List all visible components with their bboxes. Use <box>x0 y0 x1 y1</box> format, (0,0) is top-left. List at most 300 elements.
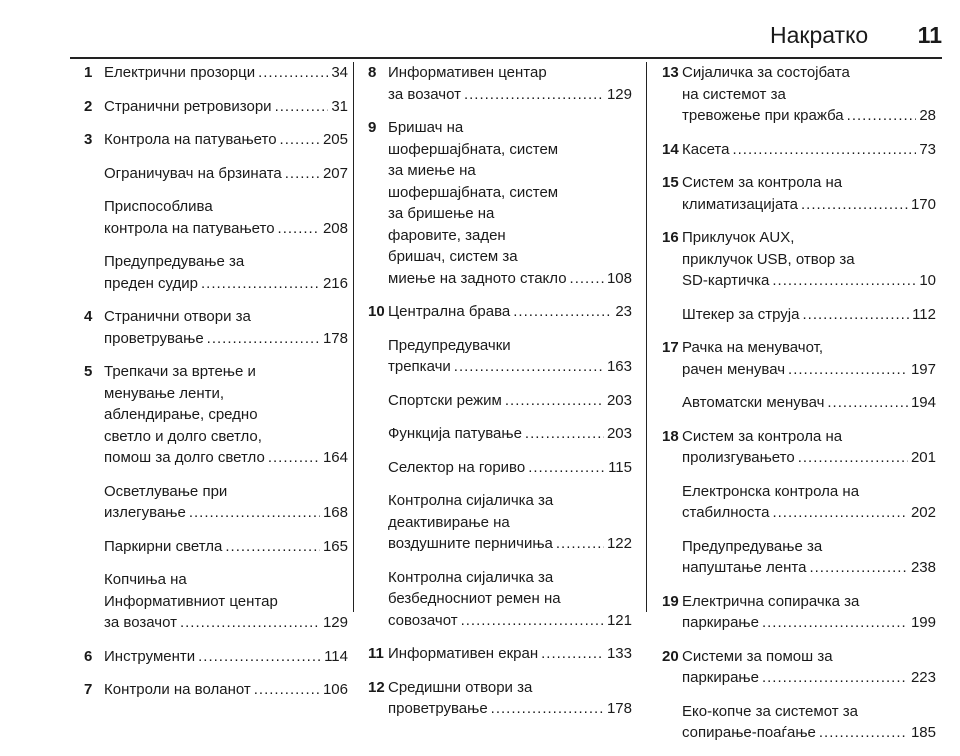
entry-line <box>104 251 348 273</box>
page-reference: 115 <box>608 458 632 476</box>
entry-text: тревожење при кражба <box>682 107 844 124</box>
entry-body <box>104 96 348 118</box>
entry-text: Предупредувачки <box>388 336 511 354</box>
dot-leader <box>454 356 604 378</box>
index-entry <box>368 567 632 632</box>
dot-leader <box>847 105 917 127</box>
entry-line <box>388 643 632 665</box>
page-reference: 194 <box>910 394 936 411</box>
entry-body <box>388 335 632 378</box>
page-reference: 129 <box>606 85 632 103</box>
index-entry <box>84 96 348 118</box>
entry-line <box>104 383 348 405</box>
dot-leader <box>280 129 320 151</box>
entry-text: Функција патување <box>388 425 522 442</box>
dot-leader <box>798 447 908 469</box>
entry-text: Странични отвори за <box>104 308 251 325</box>
dot-leader <box>505 390 604 412</box>
entry-text: Трепкачи за вртење и <box>104 363 256 380</box>
entry-text: излегување <box>104 504 186 521</box>
entry-line <box>682 84 936 106</box>
dot-leader <box>528 457 605 479</box>
entry-text: Електрични прозорци <box>104 64 256 81</box>
entry-text: шофершајбната, систем <box>388 140 559 158</box>
index-entry <box>368 301 632 323</box>
page-reference: 216 <box>322 274 348 292</box>
page-reference: 133 <box>606 645 632 662</box>
entry-text: Осветлување при <box>104 482 228 500</box>
index-entry <box>368 677 632 720</box>
item-number: 7 <box>84 681 93 698</box>
dot-leader <box>819 722 908 744</box>
entry-line <box>104 481 348 503</box>
dot-leader <box>525 423 604 445</box>
entry-line <box>388 490 632 512</box>
item-number: 10 <box>368 303 385 320</box>
entry-text: Копчиња на <box>104 571 187 588</box>
entry-text: Спортски режим <box>388 391 502 409</box>
entry-line <box>682 447 936 469</box>
item-number: 5 <box>84 363 93 380</box>
entry-body <box>682 337 936 380</box>
column-1 <box>84 62 348 713</box>
entry-line <box>388 390 632 412</box>
index-entry <box>84 196 348 239</box>
entry-text: миење на задното стакло <box>388 269 567 287</box>
entry-text: рачен менувач <box>682 360 786 378</box>
entry-text: деактивирање на <box>388 513 510 531</box>
item-number: 18 <box>662 427 679 445</box>
entry-text: проветрување <box>104 329 204 347</box>
entry-line <box>388 225 632 247</box>
entry-text: Странични ретровизори <box>104 97 272 115</box>
dot-leader <box>827 392 908 414</box>
item-number: 8 <box>368 64 377 81</box>
entry-line <box>682 722 936 744</box>
index-entry <box>662 304 936 326</box>
entry-body <box>682 646 936 689</box>
entry-text: климатизацијата <box>682 195 799 213</box>
entry-text: контрола на патувањето <box>104 219 275 237</box>
index-entry <box>662 481 936 524</box>
entry-text: Бришач на <box>388 119 464 136</box>
index-entry <box>84 361 348 469</box>
dot-leader <box>491 698 604 720</box>
entry-text: трепкачи <box>388 358 451 375</box>
entry-text: проветрување <box>388 700 488 717</box>
dot-leader <box>464 84 604 106</box>
index-entry <box>368 335 632 378</box>
entry-line <box>104 218 348 240</box>
entry-body <box>682 591 936 634</box>
page-reference: 201 <box>910 449 936 466</box>
dot-leader <box>570 268 604 290</box>
entry-line <box>104 129 348 151</box>
dot-leader <box>275 96 329 118</box>
page-reference: 73 <box>919 140 936 158</box>
page-reference: 223 <box>910 669 936 686</box>
index-entry <box>662 227 936 292</box>
dot-leader <box>772 270 916 292</box>
entry-line <box>388 62 632 84</box>
entry-line <box>104 569 348 591</box>
dot-leader <box>278 218 320 240</box>
item-number: 17 <box>662 339 679 356</box>
entry-text: Приклучок AUX, <box>682 229 795 246</box>
entry-line <box>104 502 348 524</box>
item-number: 4 <box>84 308 93 325</box>
entry-line <box>682 105 936 127</box>
entry-body <box>104 679 348 701</box>
index-entry <box>368 117 632 289</box>
entry-line <box>682 646 936 668</box>
entry-body <box>104 62 348 84</box>
entry-body <box>104 646 348 668</box>
page-reference: 129 <box>322 614 348 631</box>
entry-text: Електрична сопирачка за <box>682 592 860 610</box>
entry-text: Предупредување за <box>104 253 245 270</box>
column-divider <box>353 62 354 612</box>
entry-line <box>682 591 936 613</box>
entry-text: Штекер за струја <box>682 305 800 323</box>
index-entry <box>84 646 348 668</box>
entry-text: менување ленти, <box>104 384 225 402</box>
dot-leader <box>201 273 320 295</box>
column-2 <box>368 62 632 732</box>
index-entry <box>662 139 936 161</box>
entry-line <box>388 117 632 139</box>
entry-text: пролизгувањето <box>682 449 795 466</box>
entry-text: Систем за контрола на <box>682 174 843 191</box>
entry-text: фаровите, заден <box>388 226 506 244</box>
entry-text: светло и долго светло, <box>104 427 262 445</box>
dot-leader <box>801 194 908 216</box>
dot-leader <box>809 557 908 579</box>
entry-line <box>104 612 348 634</box>
page-reference: 185 <box>910 724 936 741</box>
entry-body <box>682 227 936 292</box>
entry-text: за возачот <box>104 614 177 631</box>
index-entry <box>662 701 936 744</box>
entry-text: преден судир <box>104 274 198 292</box>
entry-body <box>104 361 348 469</box>
entry-text: Сијаличка за состојбата <box>682 64 850 81</box>
entry-line <box>388 567 632 589</box>
page-reference: 170 <box>910 195 936 213</box>
page-reference: 121 <box>606 611 632 629</box>
entry-body <box>682 426 936 469</box>
page-reference: 202 <box>910 504 936 521</box>
page-reference: 178 <box>322 329 348 347</box>
entry-line <box>104 591 348 613</box>
page-reference: 203 <box>606 425 632 442</box>
entry-text: Еко-копче за системот за <box>682 702 858 720</box>
page-title: Накратко <box>770 22 869 48</box>
page-reference: 106 <box>322 681 348 698</box>
entry-line <box>388 246 632 268</box>
entry-line <box>388 677 632 699</box>
entry-line <box>682 304 936 326</box>
entry-body <box>104 306 348 349</box>
item-number: 2 <box>84 97 93 115</box>
entry-text: Информативен екран <box>388 645 539 662</box>
index-entry <box>84 129 348 151</box>
page-reference: 112 <box>912 305 936 323</box>
entry-line <box>682 701 936 723</box>
entry-text: на системот за <box>682 85 786 103</box>
index-entry <box>662 62 936 127</box>
dot-leader <box>772 502 908 524</box>
entry-text: Централна брава <box>388 303 511 320</box>
entry-line <box>682 426 936 448</box>
dot-leader <box>461 610 604 632</box>
dot-leader <box>541 643 604 665</box>
entry-body <box>388 677 632 720</box>
entry-body <box>104 129 348 151</box>
entry-text: Селектор на гориво <box>388 458 526 476</box>
dot-leader <box>254 679 320 701</box>
page-reference: 108 <box>606 269 632 287</box>
entry-line <box>388 457 632 479</box>
index-entry <box>662 172 936 215</box>
index-entry <box>84 569 348 634</box>
entry-text: Контролна сијаличка за <box>388 492 554 509</box>
entry-text: паркирање <box>682 669 759 686</box>
entry-body <box>104 481 348 524</box>
entry-line <box>104 273 348 295</box>
dot-leader <box>556 533 604 555</box>
entry-text: воздушните перничиња <box>388 535 553 552</box>
index-entry <box>368 643 632 665</box>
entry-line <box>104 62 348 84</box>
entry-body <box>682 481 936 524</box>
dot-leader <box>180 612 320 634</box>
entry-text: шофершајбната, систем <box>388 183 559 201</box>
index-entry <box>84 306 348 349</box>
dot-leader <box>513 301 612 323</box>
entry-body <box>682 392 936 414</box>
page-reference: 203 <box>606 391 632 409</box>
dot-leader <box>225 536 320 558</box>
entry-body <box>104 196 348 239</box>
entry-body <box>104 251 348 294</box>
entry-text: Контрола на патувањето <box>104 131 277 148</box>
entry-body <box>104 536 348 558</box>
entry-line <box>682 667 936 689</box>
item-number: 16 <box>662 229 679 246</box>
entry-line <box>388 139 632 161</box>
dot-leader <box>762 612 908 634</box>
page-reference: 168 <box>322 504 348 521</box>
page-reference: 34 <box>331 64 348 81</box>
entry-line <box>682 392 936 414</box>
entry-line <box>104 404 348 426</box>
entry-body <box>388 643 632 665</box>
dot-leader <box>802 304 909 326</box>
entry-line <box>682 502 936 524</box>
dot-leader <box>788 359 908 381</box>
entry-line <box>682 139 936 161</box>
item-number: 13 <box>662 64 679 81</box>
page-number: 11 <box>917 22 942 48</box>
page-reference: 207 <box>322 164 348 182</box>
item-number: 11 <box>368 645 384 662</box>
entry-text: Информативен центар <box>388 64 547 81</box>
entry-body <box>388 390 632 412</box>
index-entry <box>84 163 348 185</box>
index-entry <box>84 536 348 558</box>
entry-text: Контролна сијаличка за <box>388 568 554 586</box>
entry-line <box>388 84 632 106</box>
entry-text: Касета <box>682 140 730 158</box>
entry-line <box>104 361 348 383</box>
index-entry <box>368 423 632 445</box>
index-entry <box>662 646 936 689</box>
entry-text: Рачка на менувачот, <box>682 339 823 356</box>
entry-line <box>682 249 936 271</box>
entry-body <box>388 457 632 479</box>
entry-line <box>682 557 936 579</box>
page-reference: 114 <box>324 647 348 665</box>
index-entry <box>662 591 936 634</box>
entry-body <box>388 567 632 632</box>
page-reference: 208 <box>322 219 348 237</box>
item-number: 1 <box>84 64 93 81</box>
dot-leader <box>198 646 321 668</box>
item-number: 12 <box>368 678 385 696</box>
entry-line <box>388 533 632 555</box>
index-entry <box>662 426 936 469</box>
entry-line <box>682 536 936 558</box>
entry-text: помош за долго светло <box>104 449 265 466</box>
dot-leader <box>285 163 320 185</box>
entry-body <box>682 62 936 127</box>
entry-text: паркирање <box>682 614 759 631</box>
dot-leader <box>268 447 320 469</box>
entry-text: приклучок USB, отвор за <box>682 250 855 268</box>
index-entry <box>84 62 348 84</box>
entry-body <box>682 701 936 744</box>
entry-line <box>682 62 936 84</box>
entry-line <box>682 612 936 634</box>
entry-line <box>104 96 348 118</box>
entry-text: аблендирање, средно <box>104 406 258 423</box>
entry-body <box>388 423 632 445</box>
entry-text: за бришење на <box>388 205 495 222</box>
index-entry <box>84 679 348 701</box>
index-entry <box>662 337 936 380</box>
entry-text: Контроли на воланот <box>104 681 251 698</box>
page-reference: 178 <box>606 700 632 717</box>
page-reference: 23 <box>615 303 632 320</box>
dot-leader <box>732 139 916 161</box>
item-number: 9 <box>368 119 377 136</box>
entry-text: безбедносниот ремен на <box>388 590 561 607</box>
index-entry <box>84 251 348 294</box>
page-reference: 238 <box>910 559 936 576</box>
column-divider <box>646 62 647 612</box>
entry-line <box>682 359 936 381</box>
entry-line <box>682 227 936 249</box>
entry-line <box>388 423 632 445</box>
entry-body <box>682 304 936 326</box>
entry-body <box>104 163 348 185</box>
page-reference: 163 <box>606 358 632 375</box>
entry-body <box>388 117 632 289</box>
page-reference: 199 <box>910 614 936 631</box>
entry-text: SD-картичка <box>682 272 770 289</box>
item-number: 6 <box>84 647 93 665</box>
item-number: 14 <box>662 140 679 158</box>
entry-text: за возачот <box>388 85 461 103</box>
entry-text: Автоматски менувач <box>682 394 825 411</box>
page-reference: 164 <box>322 449 348 466</box>
entry-body <box>682 139 936 161</box>
entry-line <box>682 194 936 216</box>
entry-text: напуштање лента <box>682 559 807 576</box>
page-reference: 197 <box>910 360 936 378</box>
index-entry <box>368 457 632 479</box>
entry-line <box>682 337 936 359</box>
dot-leader <box>258 62 328 84</box>
entry-body <box>682 172 936 215</box>
entry-line <box>388 335 632 357</box>
page-reference: 122 <box>606 535 632 552</box>
page-reference: 31 <box>331 97 348 115</box>
entry-line <box>104 447 348 469</box>
header-rule <box>70 57 942 59</box>
entry-body <box>388 490 632 555</box>
entry-text: Приспособлива <box>104 198 213 215</box>
item-number: 20 <box>662 647 679 665</box>
entry-text: Предупредување за <box>682 537 823 555</box>
entry-line <box>682 172 936 194</box>
entry-line <box>388 268 632 290</box>
entry-body <box>104 569 348 634</box>
entry-line <box>388 588 632 610</box>
entry-text: совозачот <box>388 611 458 629</box>
entry-line <box>104 306 348 328</box>
entry-line <box>104 163 348 185</box>
dot-leader <box>189 502 320 524</box>
entry-text: сопирање-поаѓање <box>682 724 816 741</box>
page-reference: 165 <box>322 537 348 555</box>
dot-leader <box>207 328 320 350</box>
entry-text: Ограничувач на брзината <box>104 164 282 182</box>
entry-line <box>104 426 348 448</box>
entry-line <box>388 203 632 225</box>
entry-line <box>388 610 632 632</box>
entry-text: Инструменти <box>104 647 196 665</box>
entry-text: Системи за помош за <box>682 647 833 665</box>
index-entry <box>662 536 936 579</box>
dot-leader <box>762 667 908 689</box>
item-number: 15 <box>662 174 679 191</box>
entry-line <box>388 160 632 182</box>
index-entry <box>368 490 632 555</box>
entry-line <box>388 301 632 323</box>
entry-line <box>388 182 632 204</box>
index-entry <box>368 390 632 412</box>
entry-line <box>104 679 348 701</box>
entry-text: Електронска контрола на <box>682 482 860 500</box>
page-reference: 28 <box>919 107 936 124</box>
entry-text: Средишни отвори за <box>388 678 533 696</box>
entry-line <box>104 196 348 218</box>
page-reference: 10 <box>919 272 936 289</box>
entry-line <box>388 356 632 378</box>
entry-line <box>388 698 632 720</box>
